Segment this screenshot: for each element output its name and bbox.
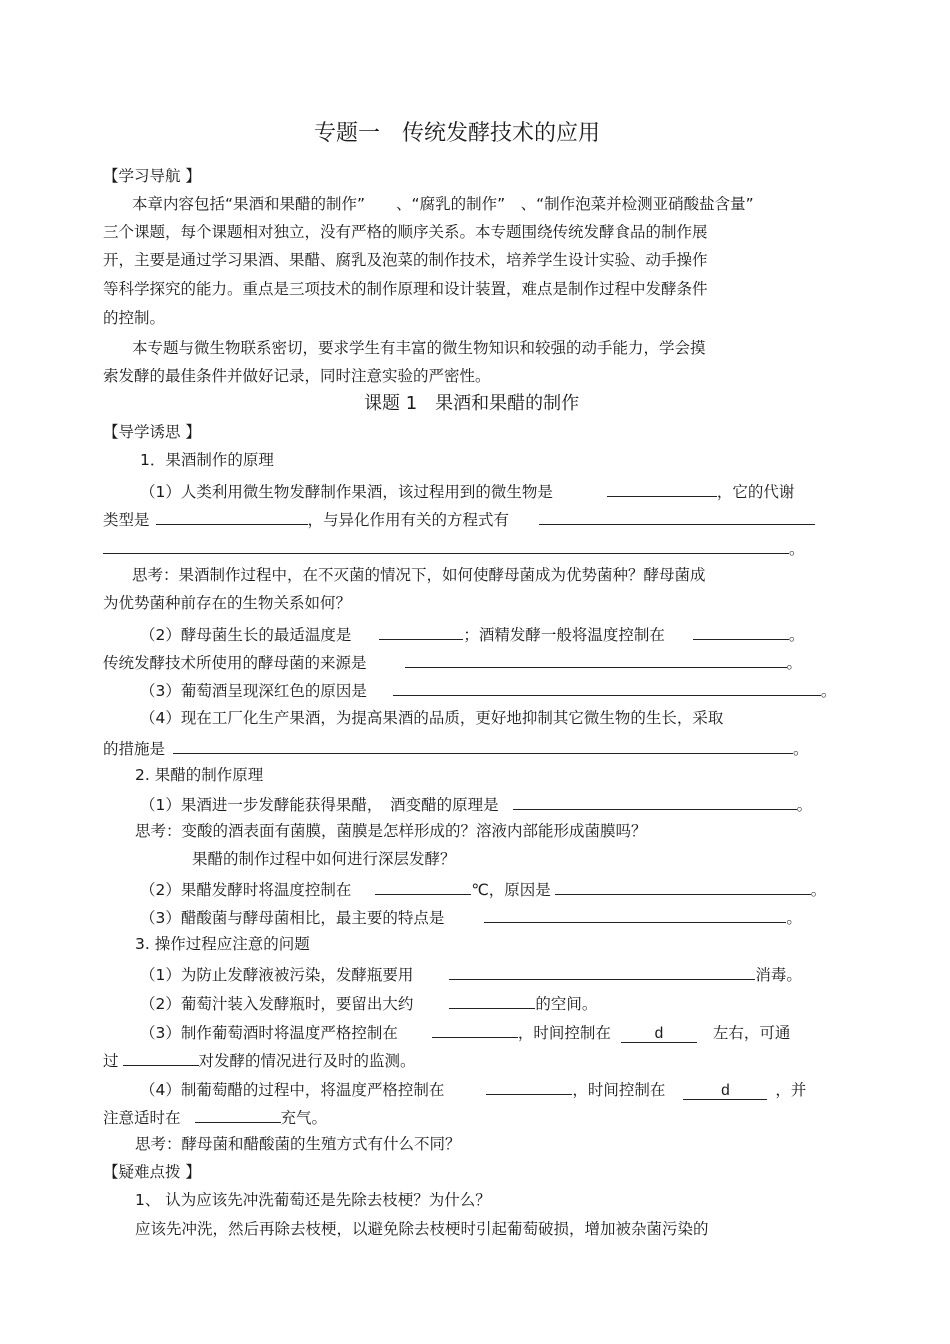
answer-blank[interactable] <box>103 537 789 554</box>
vinegar-question-2: （2）果醋发酵时将温度控制在 ℃，原因是 。 <box>140 878 826 900</box>
think-1: 思考：果酒制作过程中，在不灭菌的情况下，如何使酵母菌成为优势菌种？酵母菌成 <box>132 566 706 584</box>
vinegar-question-3: （3）醋酸菌与酵母菌相比，最主要的特点是 。 <box>140 906 802 928</box>
intro-line: 本专题与微生物联系密切，要求学生有丰富的微生物知识和较强的动手能力，学会摸 <box>132 339 706 357</box>
answer-blank[interactable] <box>486 1078 572 1095</box>
question-3: （3）葡萄酒呈现深红色的原因是 。 <box>140 679 836 701</box>
question-1: （1）人类利用微生物发酵制作果酒，该过程用到的微生物是 ，它的代谢 <box>140 480 794 502</box>
intro-line: 三个课题，每个课题相对独立，没有严格的顺序关系。本专题围绕传统发酵食品的制作展 <box>103 223 708 241</box>
vinegar-question-1: （1）果酒进一步发酵能获得果醋， 酒变醋的原理是 。 <box>140 793 812 815</box>
answer-blank[interactable] <box>405 651 787 668</box>
operation-3: （3）制作葡萄酒时将温度严格控制在 ，时间控制在 d 左右，可通 <box>140 1021 790 1043</box>
intro-line: 等科学探究的能力。重点是三项技术的制作原理和设计装置，难点是制作过程中发酵条件 <box>103 280 708 298</box>
answer-blank[interactable] <box>693 623 789 640</box>
operation-3-cont: 过 对发酵的情况进行及时的监测。 <box>103 1049 416 1071</box>
intro-line: 索发酵的最佳条件并做好记录，同时注意实验的严密性。 <box>103 367 491 385</box>
lesson-title: 课题 1 果酒和果醋的制作 <box>364 393 580 414</box>
think-3: 思考：酵母菌和醋酸菌的生殖方式有什么不同？ <box>135 1135 461 1153</box>
answer-blank[interactable] <box>449 992 535 1009</box>
answer-blank[interactable] <box>156 508 308 525</box>
answer-blank[interactable] <box>393 679 821 696</box>
heading-vinegar-principle: 2. 果醋的制作原理 <box>135 766 264 784</box>
operation-4: （4）制葡萄醋的过程中，将温度严格控制在 ，时间控制在 d ，并 <box>140 1078 806 1100</box>
answer-blank[interactable] <box>195 1106 281 1123</box>
answer-blank[interactable] <box>539 508 815 525</box>
answer-blank[interactable] <box>173 737 793 754</box>
heading-wine-principle: 1．果酒制作的原理 <box>140 451 274 469</box>
question-4-cont: 的措施是 。 <box>103 737 809 759</box>
think-2: 思考：变酸的酒表面有菌膜，菌膜是怎样形成的？溶液内部能形成菌膜吗？ <box>135 822 647 840</box>
difficulty-1: 1、 认为应该先冲洗葡萄还是先除去枝梗？为什么？ <box>135 1191 491 1209</box>
answer-blank-days[interactable]: d <box>621 1026 697 1043</box>
page-title: 专题一 传统发酵技术的应用 <box>314 121 601 146</box>
answer-blank-days[interactable]: d <box>683 1083 767 1100</box>
operation-4-cont: 注意适时在 充气。 <box>103 1106 327 1128</box>
operation-2: （2）葡萄汁装入发酵瓶时，要留出大约 的空间。 <box>140 992 597 1014</box>
section-heading-learning-guide: 【学习导航 】 <box>103 167 201 185</box>
question-1-cont: 类型是 ，与异化作用有关的方程式有 <box>103 508 815 530</box>
intro-line: 本章内容包括“果酒和果醋的制作” 、“腐乳的制作” 、“制作泡菜并检测亚硝酸盐含量” <box>132 195 754 213</box>
question-1-cont: 。 <box>103 537 805 559</box>
answer-blank[interactable] <box>379 623 463 640</box>
answer-blank[interactable] <box>607 480 717 497</box>
section-heading-difficulties: 【疑难点拨 】 <box>103 1163 201 1181</box>
think-1-cont: 为优势菌种前存在的生物关系如何？ <box>103 594 352 612</box>
answer-blank[interactable] <box>555 878 811 895</box>
operation-1: （1）为防止发酵液被污染，发酵瓶要用 消毒。 <box>140 963 802 985</box>
intro-line: 开，主要是通过学习果酒、果醋、腐乳及泡菜的制作技术，培养学生设计实验、动手操作 <box>103 251 708 269</box>
think-2-cont: 果醋的制作过程中如何进行深层发酵？ <box>192 850 456 868</box>
intro-line: 的控制。 <box>103 309 166 327</box>
difficulty-1-answer: 应该先冲洗，然后再除去枝梗，以避免除去枝梗时引起葡萄破损，增加被杂菌污染的 <box>135 1220 709 1238</box>
question-2: （2）酵母菌生长的最适温度是 ；酒精发酵一般将温度控制在 。 <box>140 623 804 645</box>
answer-blank[interactable] <box>432 1021 518 1038</box>
answer-blank[interactable] <box>484 906 786 923</box>
answer-blank[interactable] <box>449 963 755 980</box>
question-4: （4）现在工厂化生产果酒，为提高果酒的品质，更好地抑制其它微生物的生长，采取 <box>140 709 724 727</box>
answer-blank[interactable] <box>375 878 471 895</box>
answer-blank[interactable] <box>513 793 797 810</box>
answer-blank[interactable] <box>123 1049 199 1066</box>
question-2-cont: 传统发酵技术所使用的酵母菌的来源是 。 <box>103 651 802 673</box>
heading-operation-notes: 3. 操作过程应注意的问题 <box>135 935 310 953</box>
section-heading-guided-inquiry: 【导学诱思 】 <box>103 423 201 441</box>
